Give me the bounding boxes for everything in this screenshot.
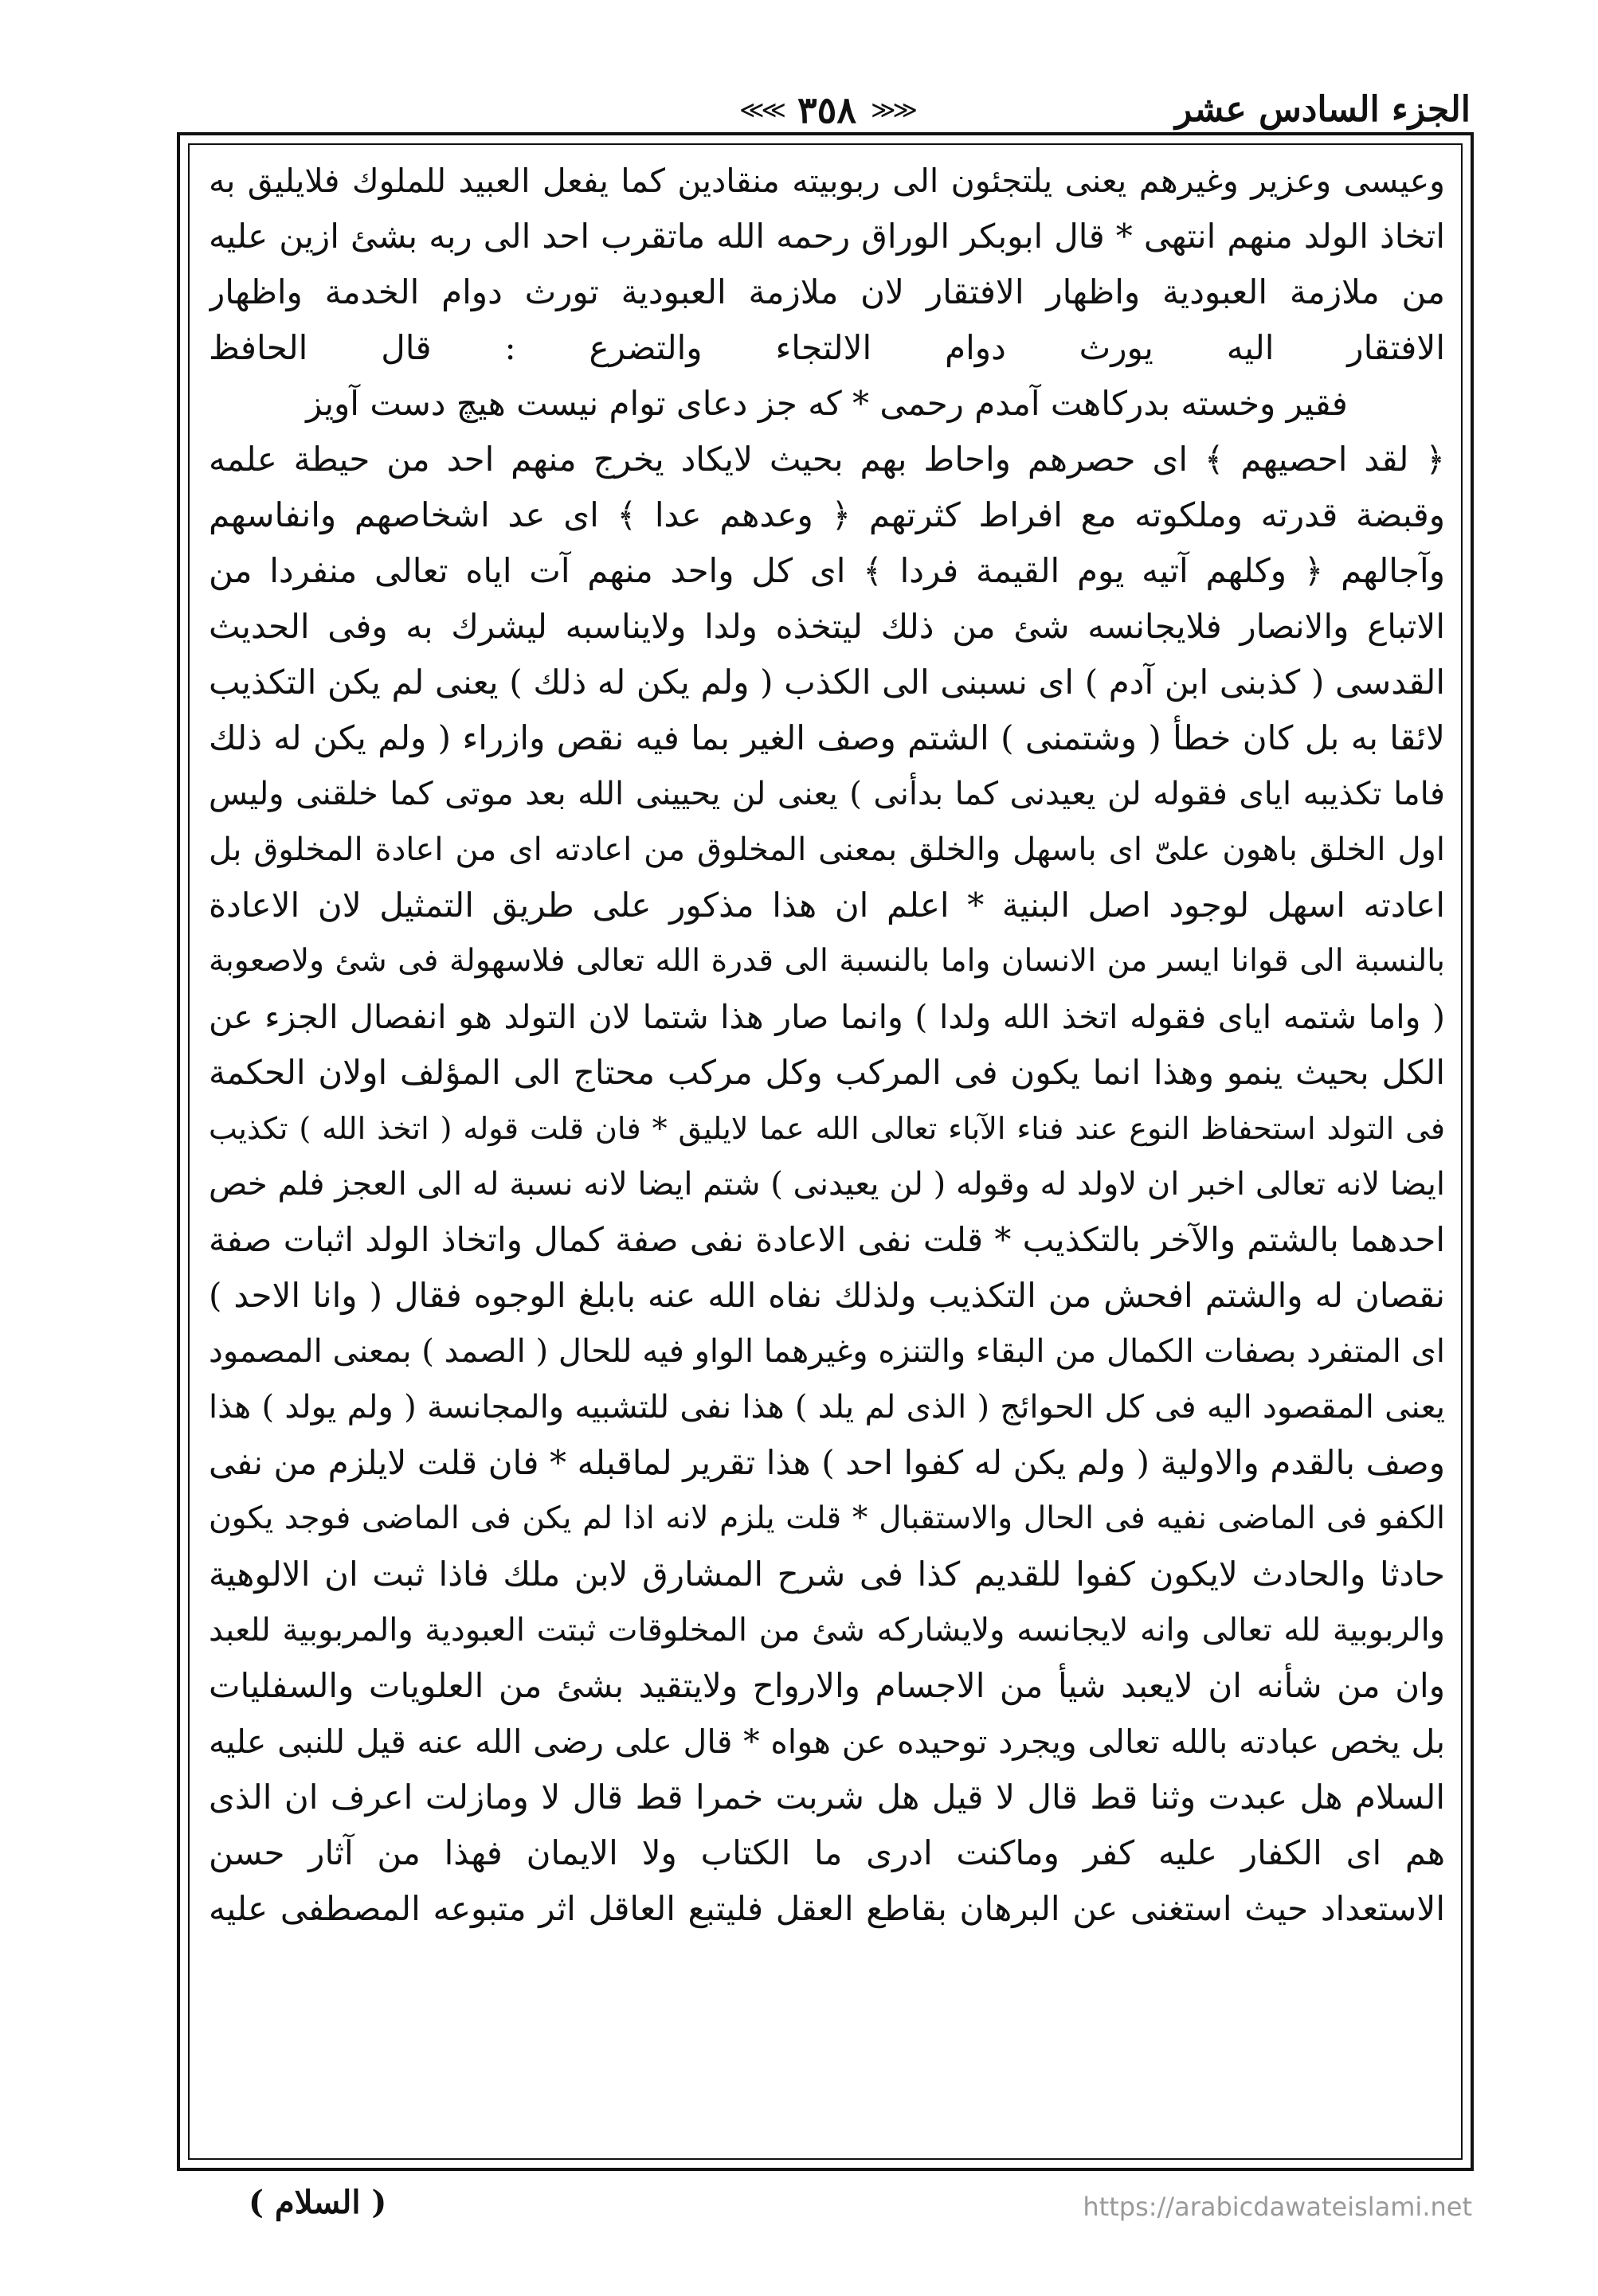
text-line: اتخاذ الولد منهم انتهى * قال ابوبكر الوراق رحمه الله ماتقرب احد الى ربه بشئ ازين عليه xyxy=(209,217,1445,256)
text-line: فى التولد استحفاظ النوع عند فناء الآباء تعالى الله عما لايليق * فان قلت قوله ( اتخذ الله ) تكذيب xyxy=(209,1111,1445,1146)
text-line: الاتباع والانصار فلايجانسه شئ من ذلك ليتخذه ولدا ولايناسبه ليشرك به وفى الحديث xyxy=(209,607,1445,646)
text-line: وآجالهم ﴿ وكلهم آتيه يوم القيمة فردا ﴾ اى كل واحد منهم آت اياه تعالى منفردا من xyxy=(209,551,1445,590)
running-title: الجزء السادس عشر xyxy=(1174,89,1471,130)
text-line: هم اى الكفار عليه كفر وماكنت ادرى ما الكتاب ولا الايمان فهذا من آثار حسن xyxy=(209,1833,1445,1872)
text-line: والربوبية لله تعالى وانه لايجانسه ولايشاركه شئ من المخلوقات ثبتت العبودية والمربوبية للعبد xyxy=(209,1612,1445,1649)
text-line: السلام هل عبدت وثنا قط قال لا قيل هل شربت خمرا قط قال لا ومازلت اعرف ان الذى xyxy=(209,1778,1445,1817)
text-line: الاستعداد حيث استغنى عن البرهان بقاطع العقل فليتبع العاقل اثر متبوعه المصطفى عليه xyxy=(209,1889,1445,1928)
text-line: من ملازمة العبودية واظهار الافتقار لان ملازمة العبودية تورث دوام الخدمة واظهار xyxy=(209,272,1445,311)
text-line: وصف بالقدم والاولية ( ولم يكن له كفوا احد ) هذا تقرير لماقبله * فان قلت لايلزم من نفى xyxy=(209,1443,1445,1482)
watermark-url: https://arabicdawateislami.net xyxy=(1083,2192,1472,2222)
text-line: لائقا به بل كان خطأ ( وشتمنى ) الشتم وصف الغير بما فيه نقص وازراء ( ولم يكن له ذلك xyxy=(209,718,1445,757)
text-line: ﴿ لقد احصيهم ﴾ اى حصرهم واحاط بهم بحيث لايكاد يخرج منهم احد من حيطة علمه xyxy=(209,440,1445,479)
catchword: ( السلام ) xyxy=(249,2184,387,2221)
text-line: وعيسى وعزير وغيرهم يعنى يلتجئون الى ربوبيته منقادين كما يفعل العبيد للملوك فلايليق به xyxy=(209,162,1445,200)
text-line: بل يخص عبادته بالله تعالى ويجرد توحيده عن هواه * قال على رضى الله عنه قيل للنبى عليه xyxy=(209,1723,1445,1761)
body-text xyxy=(209,153,1445,2144)
text-line: حادثا والحادث لايكون كفوا للقديم كذا فى شرح المشارق لابن ملك فاذا ثبت ان الالوهية xyxy=(209,1555,1445,1594)
page-number: ٣٥٨ xyxy=(797,88,857,131)
text-line: احدهما بالشتم والآخر بالتكذيب * قلت نفى الاعادة نفى صفة كمال واتخاذ الولد اثبات صفة xyxy=(209,1220,1445,1259)
text-line: بالنسبة الى قوانا ايسر من الانسان واما بالنسبة الى قدرة الله تعالى فلاسهولة فى شئ ولاصعوبة xyxy=(209,943,1445,979)
text-line: الافتقار اليه يورث دوام الالتجاء والتضرع : قال الحافظ xyxy=(209,328,1445,367)
text-line: وقبضة قدرته وملكوته مع افراط كثرتهم ﴿ وعدهم عدا ﴾ اى عد اشخاصهم وانفاسهم xyxy=(209,495,1445,534)
text-line: يعنى المقصود اليه فى كل الحوائج ( الذى لم يلد ) هذا نفى للتشبيه والمجانسة ( ولم يولد ) هذا xyxy=(209,1389,1445,1426)
text-line: اول الخلق باهون علىّ اى باسهل والخلق بمعنى المخلوق من اعادته اى من اعادة المخلوق بل xyxy=(209,831,1445,868)
text-line: الكفو فى الماضى نفيه فى الحال والاستقبال * قلت يلزم لانه اذا لم يكن فى الماضى فوجد يكون xyxy=(209,1500,1445,1536)
text-line: وان من شأنه ان لايعبد شيأ من الاجسام والارواح ولايتقيد بشئ من العلويات والسفليات xyxy=(209,1666,1445,1705)
persian-verse-line: فقير وخسته بدركاهت آمدم رحمى * كه جز دعاى توام نيست هيچ دست آويز xyxy=(306,384,1348,423)
text-line: ( واما شتمه اياى فقوله اتخذ الله ولدا ) وانما صار هذا شتما لان التولد هو انفصال الجزء عن xyxy=(209,998,1445,1036)
text-line: ايضا لانه تعالى اخبر ان لاولد له وقوله ( لن يعيدنى ) شتم ايضا لانه نسبة له الى العجز فلم خص xyxy=(209,1166,1445,1203)
text-line: اى المتفرد بصفات الكمال من البقاء والتنزه وغيرهما الواو فيه للحال ( الصمد ) بمعنى المصمود xyxy=(209,1333,1445,1370)
text-line: الكل بحيث ينمو وهذا انما يكون فى المركب وكل مركب محتاج الى المؤلف اولان الحكمة xyxy=(209,1053,1445,1092)
text-line: اعادته اسهل لوجود اصل البنية * اعلم ان هذا مذكور على طريق التمثيل لان الاعادة xyxy=(209,886,1445,925)
text-line: فاما تكذيبه اياى فقوله لن يعيدنى كما بدأنى ) يعنى لن يحيينى الله بعد موتى كما خلقنى وليس xyxy=(209,776,1445,812)
text-line: نقصان له والشتم افحش من التكذيب ولذلك نفاه الله عنه بابلغ الوجوه فقال ( وانا الاحد ) xyxy=(209,1276,1445,1315)
ornament-right-icon: ≫≫ xyxy=(871,96,915,124)
text-line: القدسى ( كذبنى ابن آدم ) اى نسبنى الى الكذب ( ولم يكن له ذلك ) يعنى لم يكن التكذيب xyxy=(209,663,1445,702)
ornament-left-icon: ≪≪ xyxy=(739,96,783,124)
